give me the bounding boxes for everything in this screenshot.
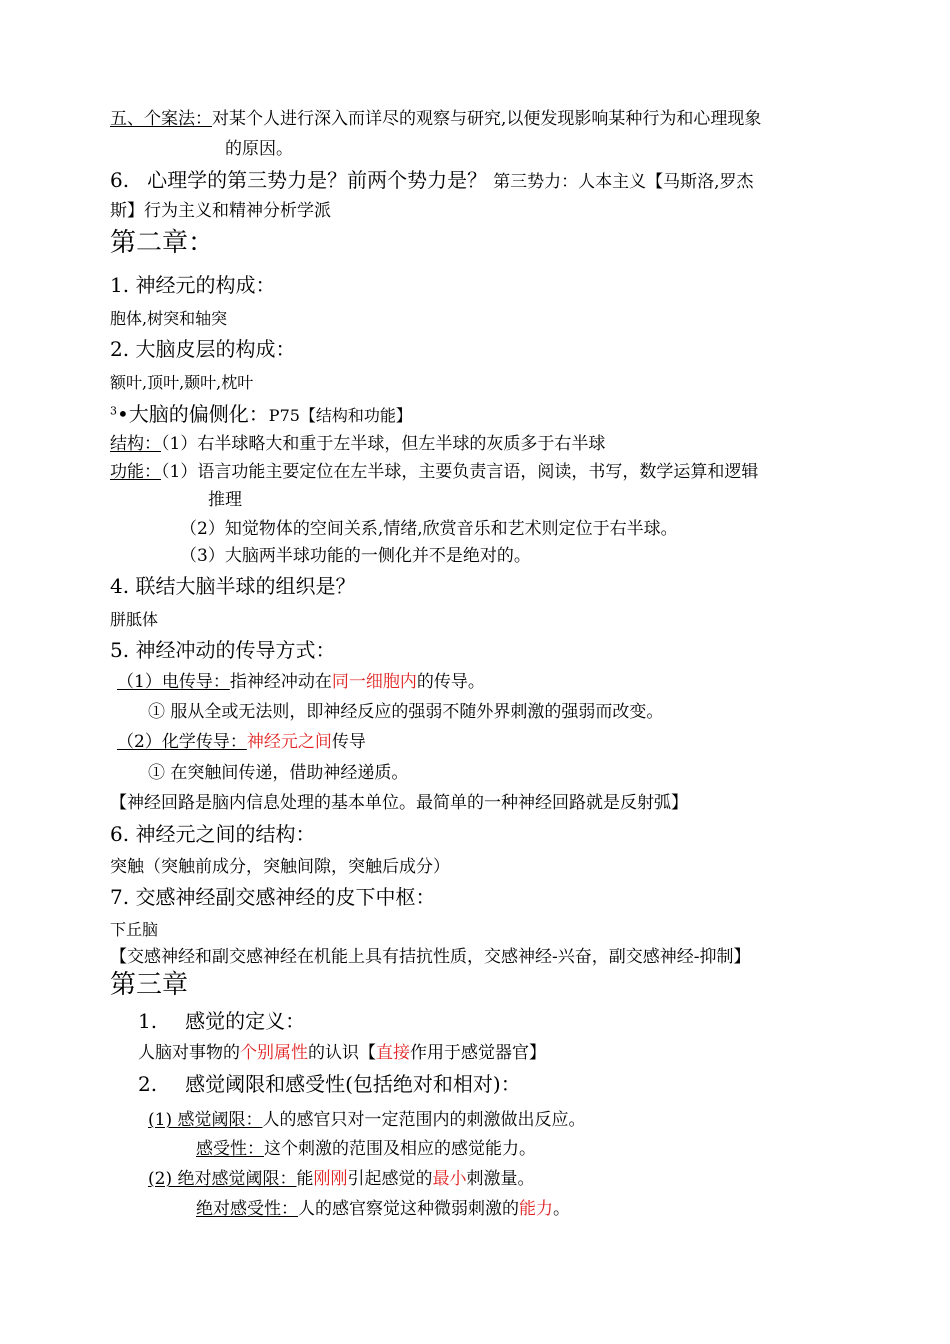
section-2-heading <box>138 1072 521 1096</box>
structure-label: 结构： <box>110 434 161 454</box>
threshold-text-1: 人的感官只对一定范围内的刺激做出反应。 <box>262 1110 586 1130</box>
threshold-label-1: (1) 感觉阈限： <box>148 1110 263 1130</box>
section-1-answer-post: 作用于感觉器官】 <box>410 1043 546 1063</box>
section-1-answer-highlight-2: 直接 <box>376 1043 410 1063</box>
threshold-text-3-pre: 能 <box>296 1169 314 1189</box>
section-1-answer-highlight: 个别属性 <box>240 1043 308 1063</box>
heading-3-number: 3 <box>110 404 117 418</box>
heading-1: 1. 神经元的构成： <box>110 273 276 297</box>
conduction-2-post: 传导 <box>331 732 366 752</box>
threshold-text-2: 这个刺激的范围及相应的感觉能力。 <box>264 1139 536 1159</box>
function-text-1: （1）语言功能主要定位在左半球，主要负责言语，阅读，书写，数学运算和逻辑 <box>161 462 759 482</box>
threshold-line-1 <box>148 1110 585 1130</box>
threshold-text-3-mid: 引起感觉的 <box>347 1169 433 1189</box>
conduction-1-sub: ① 服从全或无法则，即神经反应的强弱不随外界刺激的强弱而改变。 <box>148 702 664 722</box>
answer-6: 突触（突触前成分，突触间隙，突触后成分） <box>110 857 450 877</box>
answer-1: 胞体,树突和轴突 <box>110 309 228 328</box>
heading-6: 6. 神经元之间的结构： <box>110 822 316 846</box>
section-1-answer <box>138 1043 546 1063</box>
threshold-text-4-pre: 人的感官察觉这种微弱刺激的 <box>298 1199 519 1219</box>
function-label: 功能： <box>110 462 161 482</box>
heading-7: 7. 交感神经副交感神经的皮下中枢： <box>110 885 436 909</box>
answer-7: 下丘脑 <box>110 920 159 939</box>
conduction-2-sub: ① 在突触间传递，借助神经递质。 <box>148 763 409 783</box>
conduction-2-label: （2）化学传导： <box>117 732 247 752</box>
case-method-cont: 的原因。 <box>225 139 293 159</box>
threshold-text-3-highlight: 刚刚 <box>313 1169 348 1189</box>
heading-3-note: P75【结构和功能】 <box>268 406 412 425</box>
threshold-text-3-highlight-2: 最小 <box>432 1169 467 1189</box>
answer-2: 额叶,顶叶,颞叶,枕叶 <box>110 373 254 392</box>
threshold-text-4-highlight: 能力 <box>519 1199 553 1219</box>
note-7: 【交感神经和副交感神经在机能上具有拮抗性质，交感神经-兴奋，副交感神经-抑制】 <box>110 947 751 967</box>
structure-line <box>110 434 605 454</box>
case-method-text: 对某个人进行深入而详尽的观察与研究,以便发现影响某种行为和心理现象 <box>212 109 762 129</box>
heading-5: 5. 神经冲动的传导方式： <box>110 638 336 662</box>
structure-text: （1）右半球略大和重于左半球，但左半球的灰质多于右半球 <box>161 434 606 454</box>
question-6-question: 心理学的第三势力是？前两个势力是？ <box>147 168 488 192</box>
section-1-title: 感觉的定义： <box>185 1009 306 1033</box>
conduction-1-pre: 指神经冲动在 <box>229 672 332 692</box>
threshold-text-3-post: 刺激量。 <box>466 1169 535 1189</box>
threshold-label-4: 绝对感受性： <box>196 1199 298 1219</box>
section-2-number: 2. <box>138 1072 158 1096</box>
chapter-3-heading: 第三章 <box>110 970 189 1000</box>
threshold-label-2: 感受性： <box>196 1139 264 1159</box>
chapter-2-heading: 第二章： <box>110 228 215 258</box>
threshold-text-4-post: 。 <box>553 1199 570 1219</box>
section-1-heading <box>138 1009 305 1033</box>
heading-2: 2. 大脑皮层的构成： <box>110 337 296 361</box>
conduction-1-label: （1）电传导： <box>117 672 230 692</box>
conduction-2-line <box>117 732 366 752</box>
question-6-line <box>110 168 754 192</box>
heading-3-text: •大脑的偏侧化： <box>117 402 269 426</box>
threshold-line-3 <box>148 1169 534 1189</box>
heading-4: 4. 联结大脑半球的组织是？ <box>110 574 356 598</box>
note-5: 【神经回路是脑内信息处理的基本单位。最简单的一种神经回路就是反射弧】 <box>110 793 688 813</box>
function-text-3: （3）大脑两半球功能的一侧化并不是绝对的。 <box>180 546 531 566</box>
conduction-1-line <box>117 672 485 692</box>
section-2-title: 感觉阈限和感受性(包括绝对和相对)： <box>185 1072 521 1096</box>
function-text-2: （2）知觉物体的空间关系,情绪,欣赏音乐和艺术则定位于右半球。 <box>180 519 678 539</box>
heading-3 <box>110 402 412 426</box>
conduction-1-post: 的传导。 <box>416 672 485 692</box>
question-6-cont: 斯】行为主义和精神分析学派 <box>110 201 331 221</box>
question-6-number: 6. <box>110 168 130 192</box>
threshold-label-3: (2) 绝对感觉阈限： <box>148 1169 297 1189</box>
section-1-answer-pre: 人脑对事物的 <box>138 1043 240 1063</box>
threshold-line-2 <box>196 1139 536 1159</box>
conduction-1-highlight: 同一细胞内 <box>331 672 417 692</box>
section-1-answer-mid: 的认识【 <box>308 1043 376 1063</box>
function-text-1-cont: 推理 <box>208 490 242 510</box>
section-1-number: 1. <box>138 1009 158 1033</box>
case-method-line <box>110 109 761 129</box>
threshold-line-4 <box>196 1199 570 1219</box>
conduction-2-highlight: 神经元之间 <box>246 732 332 752</box>
question-6-answer: 第三势力：人本主义【马斯洛,罗杰 <box>493 172 754 192</box>
case-method-label: 五、个案法： <box>110 109 212 129</box>
function-line-1 <box>110 462 758 482</box>
answer-4: 胼胝体 <box>110 610 159 629</box>
